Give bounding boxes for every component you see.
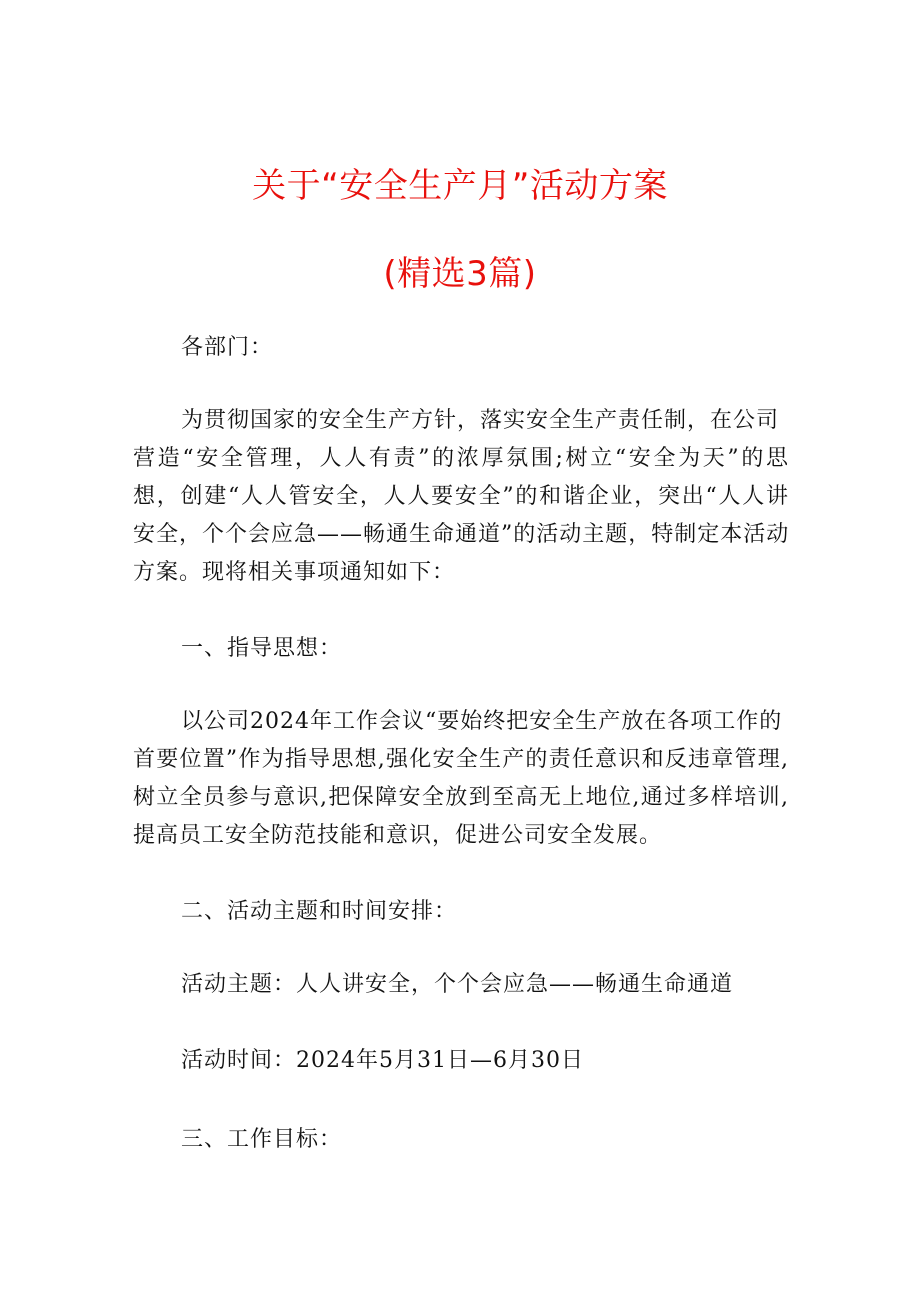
intro-line-1: 为贯彻国家的安全生产方针，落实安全生产责任制，在公司 bbox=[181, 408, 780, 433]
section1-heading: 一、指导思想： bbox=[181, 636, 343, 661]
section1-line-2: 首要位置”作为指导思想,强化安全生产的责任意识和反违章管理, bbox=[133, 747, 789, 772]
activity-time: 活动时间：2024年5月31日—6月30日 bbox=[181, 1048, 584, 1073]
intro-line-2: 营造“安全管理，人人有责”的浓厚氛围;树立“安全为天”的思 bbox=[133, 446, 789, 471]
section2-heading: 二、活动主题和时间安排： bbox=[181, 899, 458, 924]
intro-line-5: 方案。现将相关事项通知如下： bbox=[133, 560, 456, 585]
section3-heading: 三、工作目标： bbox=[181, 1127, 343, 1152]
section1-line-4: 提高员工安全防范技能和意识，促进公司安全发展。 bbox=[133, 823, 663, 848]
document-subtitle: (精选3篇) bbox=[383, 254, 537, 294]
intro-line-4: 安全，个个会应急——畅通生命通道”的活动主题，特制定本活动 bbox=[133, 522, 790, 547]
section1-line-3: 树立全员参与意识,把保障安全放到至高无上地位,通过多样培训, bbox=[133, 785, 789, 810]
salutation: 各部门： bbox=[181, 335, 274, 360]
activity-theme: 活动主题：人人讲安全，个个会应急——畅通生命通道 bbox=[181, 972, 734, 997]
document-title: 关于“安全生产月”活动方案 bbox=[252, 166, 668, 206]
intro-line-3: 想，创建“人人管安全，人人要安全”的和谐企业，突出“人人讲 bbox=[133, 484, 789, 509]
section1-line-1: 以公司2024年工作会议“要始终把安全生产放在各项工作的 bbox=[181, 709, 783, 734]
